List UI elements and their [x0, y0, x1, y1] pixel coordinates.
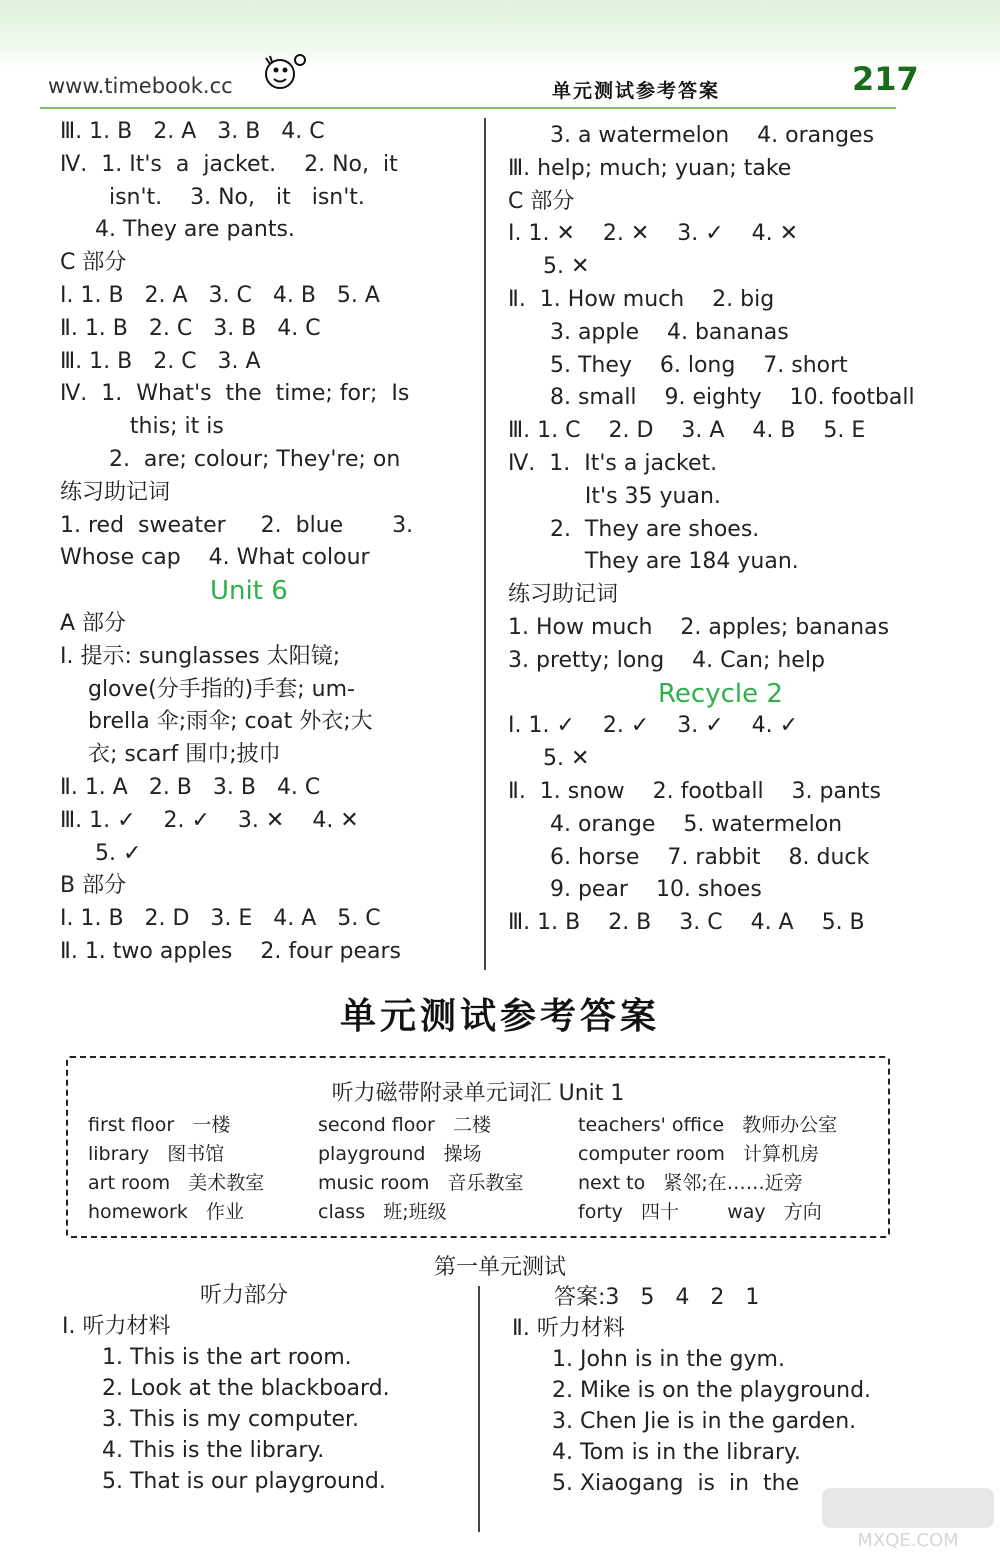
left_col-line: Unit 6: [210, 576, 288, 607]
bottom_left-line: 2. Look at the blackboard.: [102, 1376, 390, 1401]
right_col-line: 5. ✕: [508, 746, 590, 772]
header-rule: [40, 107, 896, 109]
vocab-entry: art room 美术教室: [88, 1172, 265, 1194]
vocab-title: 听力磁带附录单元词汇 Unit 1: [331, 1081, 625, 1106]
right_col-line: Ⅱ. 1. snow 2. football 3. pants: [508, 779, 882, 804]
left_col-line: Ⅳ. 1. It's a jacket. 2. No, it: [60, 151, 398, 177]
vocab-entry: music room 音乐教室: [318, 1172, 524, 1194]
bottom-divider: [478, 1286, 480, 1532]
vocab-entry: playground 操场: [318, 1143, 482, 1165]
bottom_right-line: 5. Xiaogang is in the: [552, 1471, 800, 1496]
vocab-entry: library 图书馆: [88, 1143, 225, 1165]
right_col-line: It's 35 yuan.: [508, 483, 721, 509]
right_col-line: Ⅱ. 1. How much 2. big: [508, 287, 775, 312]
left_col-line: 5. ✓: [60, 840, 142, 866]
left_col-line: Ⅰ. 提示: sunglasses 太阳镜;: [60, 643, 341, 669]
bottom_left-line: Ⅰ. 听力材料: [62, 1314, 171, 1339]
watermark-logo: [820, 1486, 996, 1552]
bottom_right-line: 4. Tom is in the library.: [552, 1440, 801, 1465]
left_col-line: this; it is: [60, 414, 224, 440]
site-url[interactable]: www.timebook.cc: [48, 74, 233, 98]
left_col-line: Ⅲ. 1. ✓ 2. ✓ 3. ✕ 4. ✕: [60, 807, 359, 833]
left_col-line: A 部分: [60, 611, 127, 636]
right_col-line: They are 184 yuan.: [508, 549, 799, 575]
right_col-line: 6. horse 7. rabbit 8. duck: [508, 844, 870, 870]
right_col-line: Ⅰ. 1. ✕ 2. ✕ 3. ✓ 4. ✕: [508, 221, 799, 247]
bottom_right-line: Ⅱ. 听力材料: [512, 1316, 625, 1341]
right_col-line: 9. pear 10. shoes: [508, 877, 762, 903]
left_col-line: Ⅰ. 1. B 2. D 3. E 4. A 5. C: [60, 906, 381, 932]
test-title: 第一单元测试: [433, 1255, 566, 1280]
left_col-line: glove(分手指的)手套; um-: [60, 676, 355, 702]
right_col-line: 3. pretty; long 4. Can; help: [508, 647, 825, 673]
left_col-line: 4. They are pants.: [60, 217, 295, 243]
bottom_right-line: 1. John is in the gym.: [552, 1347, 785, 1372]
left_col-line: B 部分: [60, 873, 127, 899]
bottom_left-line: 4. This is the library.: [102, 1438, 325, 1463]
bottom_right-line: 答案:3 5 4 2 1: [554, 1285, 760, 1310]
column-divider: [484, 118, 486, 970]
bottom_right-line: 3. Chen Jie is in the garden.: [552, 1409, 857, 1434]
vocab-entry: second floor 二楼: [318, 1114, 491, 1136]
left_col-line: 2. are; colour; They're; on: [60, 447, 401, 472]
bottom_left-line: 1. This is the art room.: [102, 1345, 352, 1370]
left_col-line: C 部分: [60, 250, 127, 276]
header-title: 单元测试参考答案: [552, 80, 721, 102]
right_col-line: Ⅲ. 1. B 2. B 3. C 4. A 5. B: [508, 910, 865, 936]
right_col-line: 1. How much 2. apples; bananas: [508, 615, 890, 640]
left_col-line: Ⅱ. 1. B 2. C 3. B 4. C: [60, 315, 321, 341]
right_col-line: Ⅲ. 1. C 2. D 3. A 4. B 5. E: [508, 418, 866, 444]
left_col-line: Whose cap 4. What colour: [60, 545, 370, 571]
left_col-line: Ⅱ. 1. two apples 2. four pears: [60, 939, 402, 964]
bottom_right-line: 2. Mike is on the playground.: [552, 1378, 872, 1403]
vocab-box: [66, 1056, 890, 1238]
right_col-line: 练习助记词: [508, 582, 619, 608]
main-title: 单元测试参考答案: [339, 995, 660, 1037]
right_col-line: Recycle 2: [658, 678, 783, 709]
bottom_left-line: 5. That is our playground.: [102, 1469, 386, 1494]
right_col-line: 5. They 6. long 7. short: [508, 352, 848, 378]
watermark-text: MXQE.COM: [857, 1530, 959, 1551]
right_col-line: 3. a watermelon 4. oranges: [508, 123, 875, 148]
vocab-entry: first floor 一楼: [88, 1114, 231, 1136]
page-number: 217: [852, 60, 919, 98]
vocab-entry: homework 作业: [88, 1201, 244, 1223]
left_col-line: Ⅰ. 1. B 2. A 3. C 4. B 5. A: [60, 283, 380, 308]
right_col-line: 3. apple 4. bananas: [508, 319, 789, 345]
bottom_left-line: 3. This is my computer.: [102, 1407, 360, 1432]
mascot-icon: [258, 48, 314, 98]
left_col-line: Ⅲ. 1. B 2. C 3. A: [60, 348, 261, 374]
left_col-line: 衣; scarf 围巾;披巾: [60, 742, 281, 768]
vocab-entry: computer room 计算机房: [578, 1143, 819, 1165]
right_col-line: 4. orange 5. watermelon: [508, 811, 843, 837]
right_col-line: 2. They are shoes.: [508, 516, 760, 542]
vocab-entry: teachers' office 教师办公室: [578, 1114, 838, 1136]
right_col-line: Ⅲ. help; much; yuan; take: [508, 155, 792, 181]
vocab-entry: class 班;班级: [318, 1201, 447, 1223]
left_col-line: Ⅱ. 1. A 2. B 3. B 4. C: [60, 775, 321, 800]
left_col-line: Ⅲ. 1. B 2. A 3. B 4. C: [60, 119, 325, 144]
right_col-line: C 部分: [508, 188, 575, 214]
left_col-line: brella 伞;雨伞; coat 外衣;大: [60, 709, 373, 735]
bottom_left-line: 听力部分: [200, 1283, 289, 1308]
right_col-line: Ⅰ. 1. ✓ 2. ✓ 3. ✓ 4. ✓: [508, 713, 799, 739]
right_col-line: 5. ✕: [508, 254, 590, 280]
left_col-line: isn't. 3. No, it isn't.: [60, 184, 365, 210]
vocab-entry: forty 四十 way 方向: [578, 1201, 822, 1223]
left_col-line: Ⅳ. 1. What's the time; for; Is: [60, 381, 410, 407]
right_col-line: Ⅳ. 1. It's a jacket.: [508, 451, 718, 476]
left_col-line: 1. red sweater 2. blue 3.: [60, 512, 414, 538]
right_col-line: 8. small 9. eighty 10. football: [508, 385, 915, 411]
vocab-entry: next to 紧邻;在……近旁: [578, 1172, 803, 1194]
left_col-line: 练习助记词: [60, 479, 171, 505]
header-band: [0, 0, 1000, 70]
